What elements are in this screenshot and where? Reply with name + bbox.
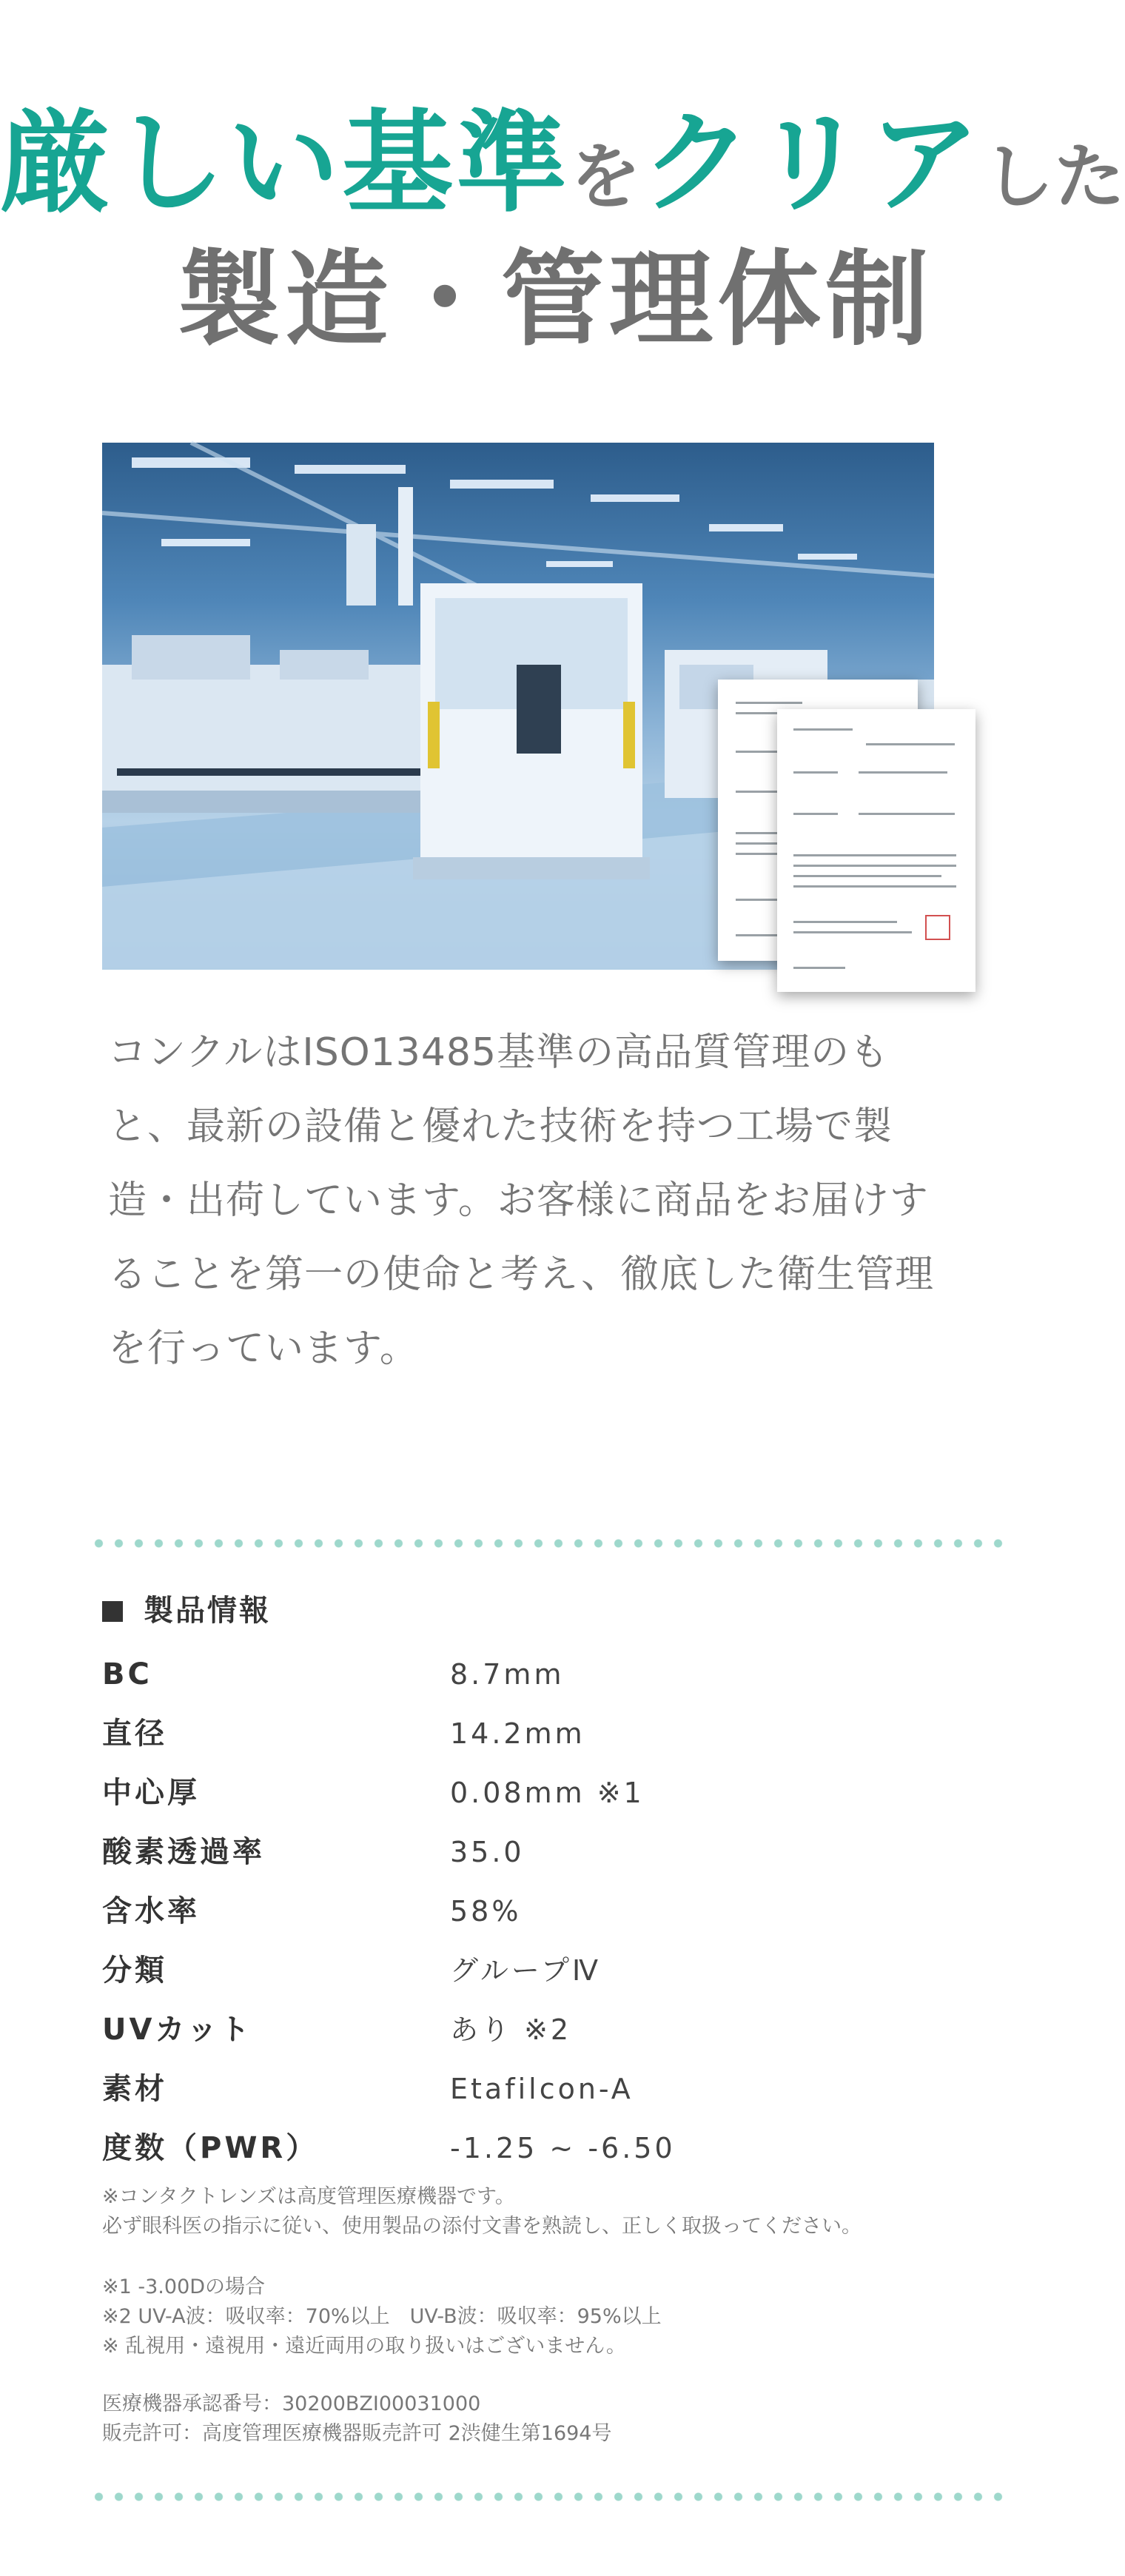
spec-row-material [102, 2059, 938, 2119]
license-info [102, 2389, 990, 2449]
spec-row-center-thickness [102, 1763, 938, 1822]
dotted-divider [89, 1538, 1010, 1549]
hero-title-line1 [0, 96, 1125, 229]
title-segment: 製造・管理体制 [176, 239, 933, 360]
spec-value: Etafilcon-A [450, 2073, 634, 2105]
spec-label: UVカット [102, 2013, 253, 2047]
spec-row-oxygen-permeability [102, 1822, 938, 1882]
title-segment: クリア [641, 98, 984, 228]
note-line: ※ 乱視用・遠視用・遠近両用の取り扱いはございません。 [102, 2335, 626, 2358]
spec-row-power [102, 2119, 938, 2178]
spec-row-water-content [102, 1882, 938, 1941]
spec-row-uv-cut [102, 2000, 938, 2059]
certificate-document [777, 709, 975, 992]
spec-table [102, 1645, 938, 2178]
square-bullet-icon [102, 1601, 123, 1622]
spec-value: -1.25 ~ -6.50 [450, 2132, 676, 2164]
medical-device-disclaimer [102, 2182, 990, 2241]
spec-value: 0.08mm ※1 [450, 1777, 645, 1809]
hero-title-line2 [0, 237, 1110, 363]
product-info-heading-label: 製品情報 [144, 1594, 271, 1628]
spec-label: 含水率 [102, 1894, 200, 1928]
spec-row-classification [102, 1941, 938, 2000]
spec-row-diameter [102, 1704, 938, 1763]
spec-label: 中心厚 [102, 1776, 200, 1810]
title-segment: を [570, 135, 642, 218]
note-line: 必ず眼科医の指示に従い、使用製品の添付文書を熟読し、正しく取扱ってください。 [102, 2215, 862, 2238]
note-line: ※1 -3.00Dの場合 [102, 2275, 266, 2298]
spec-value: 14.2mm [450, 1717, 585, 1750]
note-line: 販売許可：高度管理医療機器販売許可 2渋健生第1694号 [102, 2422, 612, 2445]
note-line: 医療機器承認番号：30200BZI00031000 [102, 2392, 481, 2415]
spec-label: 直径 [102, 1717, 167, 1751]
spec-row-bc [102, 1645, 938, 1704]
note-line: ※コンタクトレンズは高度管理医療機器です。 [102, 2185, 515, 2208]
spec-label: 酸素透過率 [102, 1835, 265, 1869]
spec-value: 58% [450, 1895, 522, 1928]
spec-label: 度数（PWR） [102, 2131, 319, 2165]
product-info-heading [102, 1589, 271, 1633]
spec-label: 素材 [102, 2072, 167, 2106]
title-segment: 厳しい基準 [0, 98, 571, 228]
spec-value: 35.0 [450, 1836, 525, 1868]
spec-value: あり ※2 [450, 2013, 572, 2046]
title-segment: した [983, 135, 1125, 218]
note-line: ※2 UV-A波：吸収率：70%以上 UV-B波：吸収率：95%以上 [102, 2305, 662, 2328]
footnotes [102, 2273, 990, 2361]
spec-label: 分類 [102, 1953, 167, 1988]
spec-value: 8.7mm [450, 1658, 565, 1691]
spec-label: BC [102, 1657, 152, 1691]
spec-value: グループⅣ [450, 1954, 602, 1987]
company-description: コンクルはISO13485基準の高品質管理のもと、最新の設備と優れた技術を持つ工場で製造・出荷しています。お客様に商品をお届けすることを第一の使命と考え、徹底した衛生管理を行っています。 [108, 1030, 935, 1371]
dotted-divider [89, 2492, 1010, 2502]
